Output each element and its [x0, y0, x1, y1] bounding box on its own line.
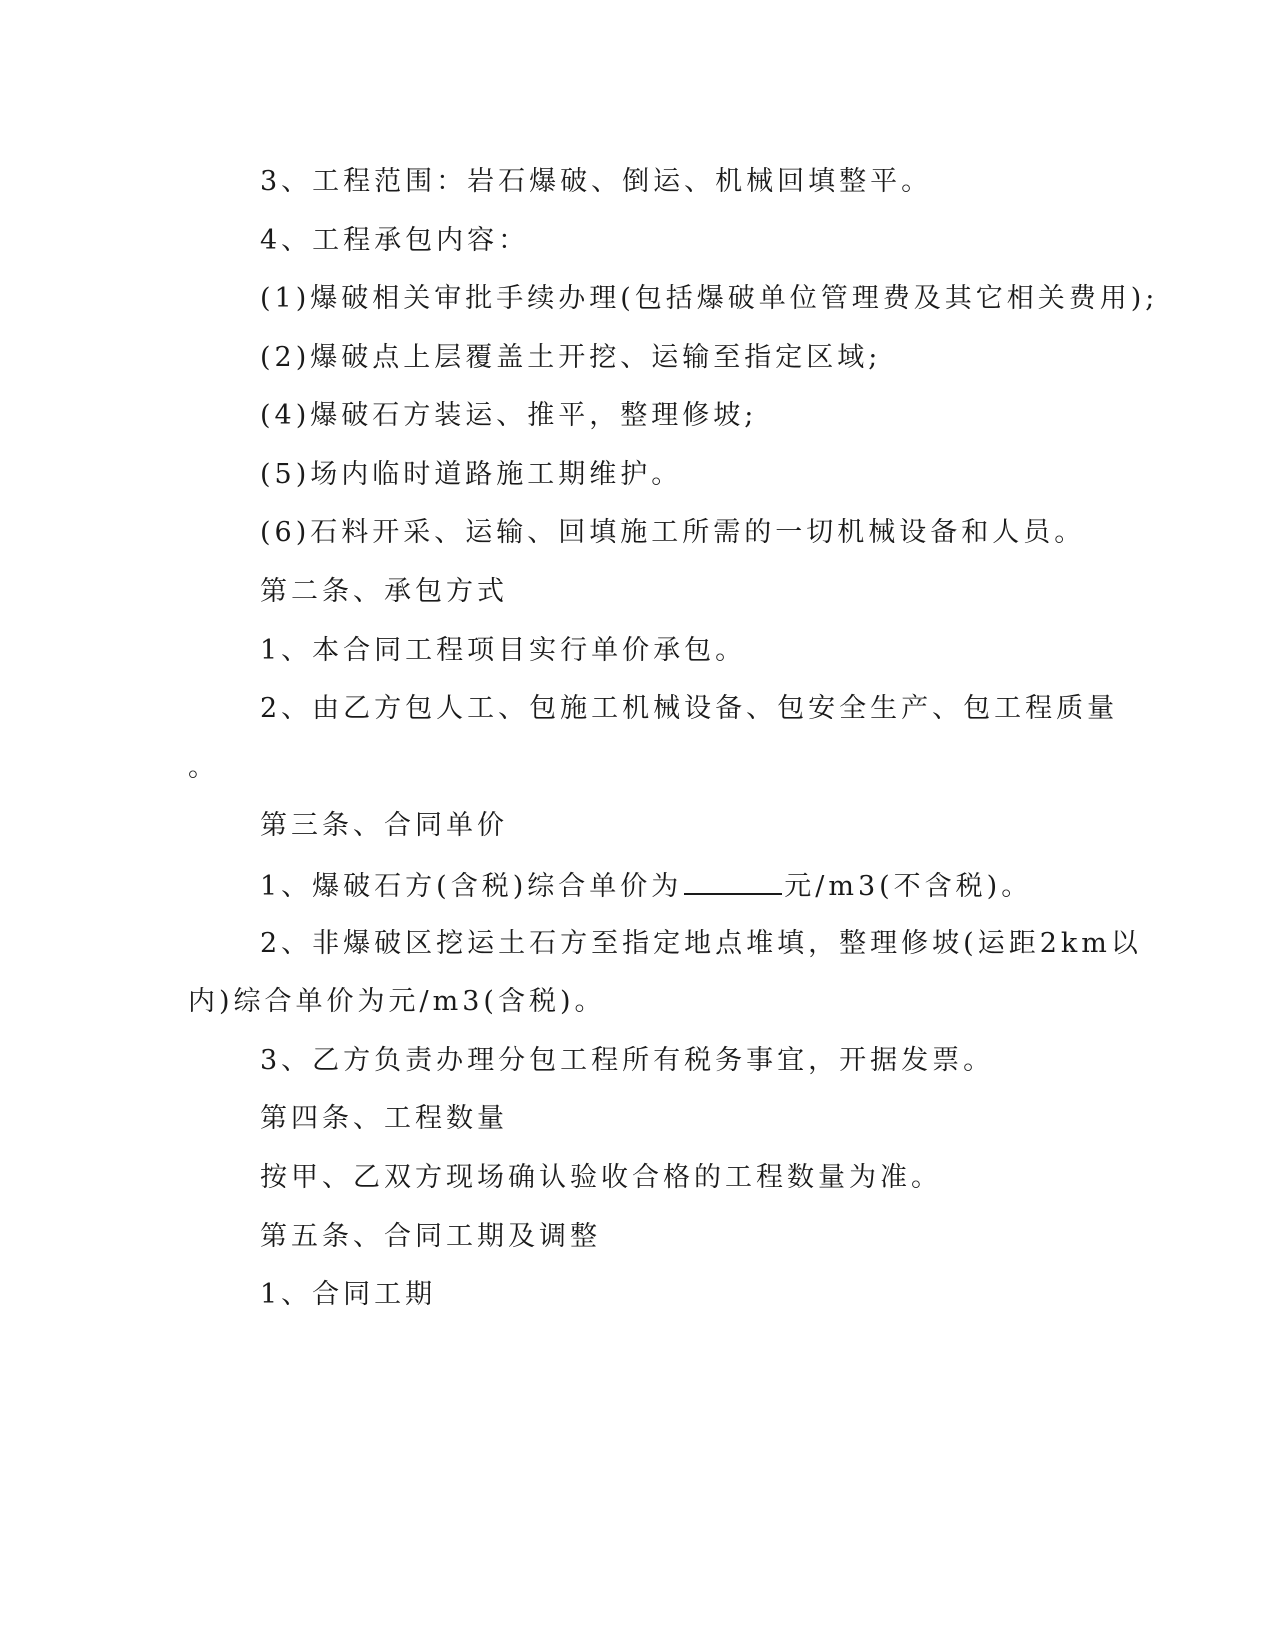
unit-price-suffix: 元/m3(不含税)。	[784, 871, 1033, 902]
clause-line-non-blasting-price: 2、非爆破区挖运土石方至指定地点堆填，整理修坡(运距2km以	[260, 928, 1142, 959]
clause-line-continuation-period: 。	[188, 752, 219, 783]
article-heading-5: 第五条、合同工期及调整	[260, 1221, 601, 1252]
clause-line-item-5: (5)场内临时道路施工期维护。	[260, 459, 683, 490]
clause-line-non-blasting-price-continuation: 内)综合单价为元/m3(含税)。	[188, 986, 606, 1017]
clause-line-item-4: (4)爆破石方装运、推平，整理修坡;	[260, 400, 758, 431]
article-heading-4: 第四条、工程数量	[260, 1103, 508, 1134]
clause-line-item-1: (1)爆破相关审批手续办理(包括爆破单位管理费及其它相关费用);	[260, 283, 1159, 314]
clause-line-blasting-unit-price	[260, 867, 1032, 905]
clause-line-contract-period: 1、合同工期	[260, 1279, 437, 1310]
article-heading-3: 第三条、合同单价	[260, 810, 508, 841]
clause-line-scope: 3、工程范围：岩石爆破、倒运、机械回填整平。	[260, 166, 933, 197]
clause-line-tax-matters: 3、乙方负责办理分包工程所有税务事宜，开据发票。	[260, 1045, 995, 1076]
article-heading-2: 第二条、承包方式	[260, 576, 508, 607]
clause-line-contractor-scope: 2、由乙方包人工、包施工机械设备、包安全生产、包工程质量	[260, 693, 1119, 724]
fill-in-blank	[684, 867, 782, 895]
unit-price-prefix: 1、爆破石方(含税)综合单价为	[260, 871, 683, 902]
clause-line-content-heading: 4、工程承包内容：	[260, 225, 530, 256]
clause-line-item-2: (2)爆破点上层覆盖土开挖、运输至指定区域;	[260, 342, 882, 373]
clause-line-unit-price-contract: 1、本合同工程项目实行单价承包。	[260, 635, 747, 666]
clause-line-item-6: (6)石料开采、运输、回填施工所需的一切机械设备和人员。	[260, 517, 1086, 548]
clause-line-quantity-basis: 按甲、乙双方现场确认验收合格的工程数量为准。	[260, 1162, 942, 1193]
